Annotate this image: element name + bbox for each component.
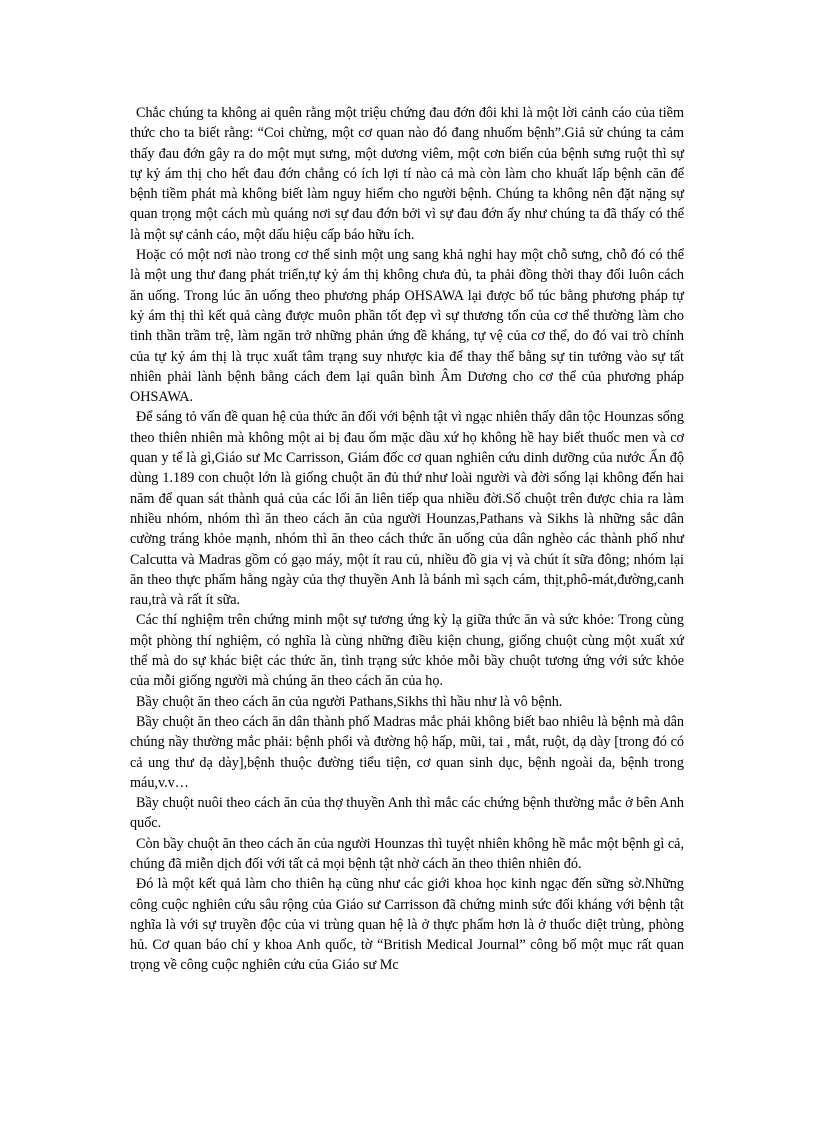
- body-text: [130, 103, 684, 976]
- paragraph-8: Còn bầy chuột ăn theo cách ăn của người Hounzas thì tuyệt nhiên không hề mắc một bệnh gì cả, chúng đã miễn dịch đối với tất cả mọi bệnh tật nhờ cách ăn theo thiên nhiên đó.: [130, 835, 684, 872]
- paragraph-9: Đó là một kết quả làm cho thiên hạ cũng như các giới khoa học kinh ngạc đến sững sờ.Những công cuộc nghiên cứu sâu rộng của Giáo sư Carrisson đã chứng minh sức đối kháng với bệnh tật nghĩa là với sự truyền độc của vi trùng quan hệ là ở thực phẩm hơn là ở thuốc diệt trùng, phòng hủ. Cơ quan báo chí y khoa Anh quốc, tờ “British Medical Journal” công bố một mục rất quan trọng về công cuộc nghiên cứu của Giáo sư Mc: [130, 876, 684, 974]
- paragraph-3: Để sáng tỏ vấn đề quan hệ của thức ăn đối với bệnh tật vì ngạc nhiên thấy dân tộc Hounzas sống theo thiên nhiên mà không một ai bị đau ốm mặc dầu xứ họ không hề hay biết thuốc men và cơ quan y tế là gì,Giáo sư Mc Carrisson, Giám đốc cơ quan nghiên cứu dinh dưỡng của nước Ấn độ dùng 1.189 con chuột lớn là giống chuột ăn đủ thứ như loài người và đời sống lại không đến hai năm để quan sát thành quả của các lối ăn liên tiếp qua nhiều đời.Số chuột trên được chia ra làm nhiều nhóm, nhóm thì ăn theo cách ăn của người Hounzas,Pathans và Sikhs là những sắc dân cường tráng khỏe mạnh, nhóm thì ăn theo cách thức ăn uống của dân nghèo các thành phố như Calcutta và Madras gồm có gạo máy, một ít rau củ, nhiều đồ gia vị và chút ít sữa đông; nhóm lại ăn theo thực phẩm hằng ngày của thợ thuyền Anh là bánh mì sạch cám, thịt,phô-mát,đường,canh rau,trà và rất ít sữa.: [130, 409, 684, 609]
- paragraph-6: Bầy chuột ăn theo cách ăn dân thành phố Madras mắc phải không biết bao nhiêu là bệnh mà dân chúng nầy thường mắc phải: bệnh phổi và đường hộ hấp, mũi, tai , mắt, ruột, dạ dày [trong đó có cả ung thư dạ dày],bệnh thuộc đường tiểu tiện, cơ quan sinh dục, bệnh ngoài da, bệnh trong máu,v.v…: [130, 713, 684, 791]
- paragraph-7: Bầy chuột nuôi theo cách ăn của thợ thuyền Anh thì mắc các chứng bệnh thường mắc ở bên Anh quốc.: [130, 795, 684, 832]
- paragraph-2: Hoặc có một nơi nào trong cơ thể sinh một ung sang khả nghi hay một chỗ sưng, chỗ đó có thể là một ung thư đang phát triển,tự kỷ ám thị không chưa đủ, ta phải đồng thời thay đổi luôn cách ăn uống. Trong lúc ăn uống theo phương pháp OHSAWA lại được bổ túc bằng phương pháp tự kỷ ám thị thì kết quả càng được muôn phần tốt đẹp vì sự thương tổn của cơ thể thường làm cho tinh thần trầm trệ, làm ngăn trở những phản ứng đề kháng, tự vệ của cơ thể, do đó vai trò chính của tự kỷ ám thị là trục xuất tâm trạng suy nhược kia để thay thế bằng sự tin tưởng vào sự tất nhiên phải lành bệnh bằng cách đem lại quân bình Âm Dương cho cơ thể của phương pháp OHSAWA.: [130, 247, 684, 406]
- paragraph-1: Chắc chúng ta không ai quên rằng một triệu chứng đau đớn đôi khi là một lời cảnh cáo của tiềm thức cho ta biết rằng: “Coi chừng, một cơ quan nào đó đang nhuốm bệnh”.Giả sử chúng ta cảm thấy đau đớn gây ra do một mụt sưng, một dương viêm, một cơn biến của bệnh sưng ruột thì sự tự kỷ ám thị cho hết đau đớn chẳng có ích lợi tí nào cả mà còn làm cho khuất lấp bệnh căn để bệnh tiềm phát mà không biết làm nguy hiểm cho người bệnh. Chúng ta không nên đặt nặng sự quan trọng một cách mù quáng nơi sự đau đớn bởi vì sự đau đớn ấy như chúng ta đã thấy có thể là một sự cảnh cáo, một dấu hiệu cấp báo hữu ích.: [130, 105, 684, 243]
- paragraph-5: Bầy chuột ăn theo cách ăn của người Pathans,Sikhs thì hầu như là vô bệnh.: [136, 693, 563, 710]
- paragraph-4: Các thí nghiệm trên chứng minh một sự tương ứng kỳ lạ giữa thức ăn và sức khỏe: Trong cùng một phòng thí nghiệm, có nghĩa là cùng những điều kiện chung, giống chuột cùng một xuất xứ thế mà do sự khác biệt các thức ăn, tình trạng sức khỏe mỗi bầy chuột tương ứng với sức khỏe của mỗi giống người mà chúng ăn theo cách ăn của họ.: [130, 612, 684, 690]
